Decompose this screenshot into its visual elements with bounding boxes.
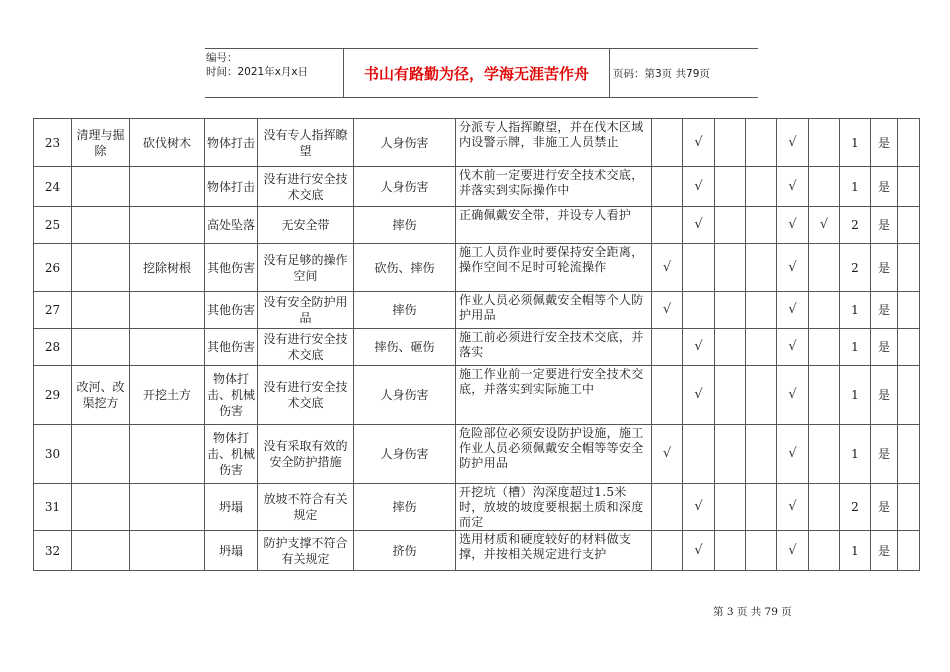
cause-cell: 没有专人指挥瞭望 (258, 119, 354, 167)
consequence-cell: 摔伤 (354, 292, 456, 329)
check-cell (652, 366, 683, 425)
consequence-cell: 挤伤 (354, 531, 456, 571)
check-cell (715, 531, 746, 571)
consequence-cell: 摔伤、砸伤 (354, 329, 456, 366)
check-cell (809, 119, 840, 167)
row-number: 24 (34, 167, 72, 207)
category-cell (72, 244, 130, 292)
check-cell: √ (683, 119, 715, 167)
header-time: 时间：2021年x月x日 (206, 66, 309, 78)
check-cell (683, 292, 715, 329)
check-cell: √ (777, 167, 809, 207)
yes-cell: 是 (871, 244, 898, 292)
level-cell: 1 (840, 292, 871, 329)
check-cell: √ (683, 484, 715, 531)
level-cell: 1 (840, 119, 871, 167)
check-cell (652, 484, 683, 531)
task-cell: 挖除树根 (130, 244, 205, 292)
row-number: 27 (34, 292, 72, 329)
yes-cell: 是 (871, 531, 898, 571)
check-cell (746, 292, 777, 329)
measure-cell: 作业人员必须佩戴安全帽等个人防护用品 (456, 292, 652, 329)
check-cell (746, 531, 777, 571)
task-cell: 砍伐树木 (130, 119, 205, 167)
hazard-type-cell: 物体打击、机械伤害 (205, 366, 258, 425)
hazard-type-cell: 坍塌 (205, 531, 258, 571)
row-number: 25 (34, 207, 72, 244)
blank-cell (898, 207, 920, 244)
check-cell (652, 207, 683, 244)
yes-cell: 是 (871, 292, 898, 329)
cause-cell: 防护支撑不符合有关规定 (258, 531, 354, 571)
category-cell: 改河、改渠挖方 (72, 366, 130, 425)
row-number: 30 (34, 425, 72, 484)
check-cell: √ (683, 167, 715, 207)
check-cell (746, 207, 777, 244)
row-number: 29 (34, 366, 72, 425)
consequence-cell: 摔伤 (354, 207, 456, 244)
check-cell (715, 366, 746, 425)
level-cell: 2 (840, 244, 871, 292)
cause-cell: 放坡不符合有关规定 (258, 484, 354, 531)
check-cell: √ (652, 425, 683, 484)
hazard-type-cell: 高处坠落 (205, 207, 258, 244)
check-cell (715, 329, 746, 366)
check-cell (652, 167, 683, 207)
check-cell: √ (777, 329, 809, 366)
check-cell (809, 484, 840, 531)
hazard-type-cell: 物体打击 (205, 119, 258, 167)
level-cell: 1 (840, 329, 871, 366)
row-number: 28 (34, 329, 72, 366)
header-number: 编号： (206, 52, 238, 64)
consequence-cell: 砍伤、摔伤 (354, 244, 456, 292)
table-row (34, 244, 920, 292)
check-cell: √ (777, 484, 809, 531)
measure-cell: 施工人员作业时要保持安全距离，操作空间不足时可轮流操作 (456, 244, 652, 292)
yes-cell: 是 (871, 119, 898, 167)
consequence-cell: 人身伤害 (354, 425, 456, 484)
check-cell (652, 329, 683, 366)
measure-cell: 开挖坑（槽）沟深度超过1.5米时，放坡的坡度要根据土质和深度而定 (456, 484, 652, 531)
check-cell: √ (777, 292, 809, 329)
consequence-cell: 人身伤害 (354, 366, 456, 425)
check-cell (715, 207, 746, 244)
check-cell (809, 425, 840, 484)
blank-cell (898, 366, 920, 425)
hazard-type-cell: 其他伤害 (205, 244, 258, 292)
level-cell: 1 (840, 366, 871, 425)
check-cell (809, 366, 840, 425)
check-cell (715, 119, 746, 167)
category-cell: 清理与掘除 (72, 119, 130, 167)
check-cell: √ (683, 531, 715, 571)
measure-cell: 施工前必须进行安全技术交底，并落实 (456, 329, 652, 366)
yes-cell: 是 (871, 484, 898, 531)
level-cell: 2 (840, 207, 871, 244)
check-cell: √ (777, 119, 809, 167)
measure-cell: 危险部位必须安设防护设施，施工作业人员必须佩戴安全帽等等安全防护用品 (456, 425, 652, 484)
cause-cell: 没有进行安全技术交底 (258, 329, 354, 366)
check-cell (652, 531, 683, 571)
cause-cell: 没有安全防护用品 (258, 292, 354, 329)
check-cell: √ (683, 329, 715, 366)
task-cell (130, 167, 205, 207)
table-row (34, 119, 920, 167)
check-cell (809, 329, 840, 366)
yes-cell: 是 (871, 167, 898, 207)
level-cell: 2 (840, 484, 871, 531)
check-cell (746, 167, 777, 207)
check-cell (746, 484, 777, 531)
category-cell (72, 207, 130, 244)
table-body (34, 119, 920, 571)
check-cell: √ (777, 366, 809, 425)
level-cell: 1 (840, 167, 871, 207)
task-cell (130, 425, 205, 484)
hazard-type-cell: 其他伤害 (205, 292, 258, 329)
check-cell (746, 425, 777, 484)
category-cell (72, 531, 130, 571)
check-cell (809, 292, 840, 329)
cause-cell: 没有进行安全技术交底 (258, 167, 354, 207)
hazard-type-cell: 坍塌 (205, 484, 258, 531)
cause-cell: 没有进行安全技术交底 (258, 366, 354, 425)
check-cell (715, 244, 746, 292)
check-cell (809, 531, 840, 571)
blank-cell (898, 531, 920, 571)
category-cell (72, 329, 130, 366)
blank-cell (898, 244, 920, 292)
task-cell: 开挖土方 (130, 366, 205, 425)
task-cell (130, 484, 205, 531)
check-cell (683, 244, 715, 292)
check-cell (715, 484, 746, 531)
task-cell (130, 292, 205, 329)
header-motto: 书山有路勤为径，学海无涯苦作舟 (344, 49, 610, 97)
task-cell (130, 531, 205, 571)
check-cell (715, 167, 746, 207)
check-cell (809, 244, 840, 292)
category-cell (72, 167, 130, 207)
hazard-type-cell: 物体打击、机械伤害 (205, 425, 258, 484)
check-cell (683, 425, 715, 484)
yes-cell: 是 (871, 329, 898, 366)
yes-cell: 是 (871, 366, 898, 425)
blank-cell (898, 119, 920, 167)
consequence-cell: 摔伤 (354, 484, 456, 531)
cause-cell: 无安全带 (258, 207, 354, 244)
measure-cell: 选用材质和硬度较好的材料做支撑，并按相关规定进行支护 (456, 531, 652, 571)
header-page-code: 页码：第3页 共79页 (613, 67, 710, 80)
check-cell (746, 366, 777, 425)
category-cell (72, 292, 130, 329)
blank-cell (898, 292, 920, 329)
check-cell: √ (809, 207, 840, 244)
cause-cell: 没有足够的操作空间 (258, 244, 354, 292)
task-cell (130, 329, 205, 366)
table-row (34, 425, 920, 484)
table-row (34, 484, 920, 531)
table-row (34, 292, 920, 329)
measure-cell: 伐木前一定要进行安全技术交底，并落实到实际操作中 (456, 167, 652, 207)
row-number: 26 (34, 244, 72, 292)
row-number: 31 (34, 484, 72, 531)
row-number: 23 (34, 119, 72, 167)
check-cell (746, 119, 777, 167)
measure-cell: 施工作业前一定要进行安全技术交底，并落实到实际施工中 (456, 366, 652, 425)
table-row (34, 366, 920, 425)
row-number: 32 (34, 531, 72, 571)
table-row (34, 167, 920, 207)
check-cell (746, 329, 777, 366)
blank-cell (898, 329, 920, 366)
yes-cell: 是 (871, 425, 898, 484)
level-cell: 1 (840, 531, 871, 571)
category-cell (72, 484, 130, 531)
check-cell: √ (777, 425, 809, 484)
level-cell: 1 (840, 425, 871, 484)
blank-cell (898, 425, 920, 484)
blank-cell (898, 484, 920, 531)
task-cell (130, 207, 205, 244)
table-row (34, 531, 920, 571)
check-cell: √ (652, 292, 683, 329)
page-header (205, 48, 758, 98)
consequence-cell: 人身伤害 (354, 167, 456, 207)
check-cell: √ (683, 207, 715, 244)
header-meta (205, 49, 344, 97)
cause-cell: 没有采取有效的安全防护措施 (258, 425, 354, 484)
measure-cell: 正确佩戴安全带，并设专人看护 (456, 207, 652, 244)
category-cell (72, 425, 130, 484)
check-cell: √ (777, 531, 809, 571)
check-cell (746, 244, 777, 292)
check-cell: √ (777, 244, 809, 292)
check-cell (715, 425, 746, 484)
yes-cell: 是 (871, 207, 898, 244)
blank-cell (898, 167, 920, 207)
check-cell: √ (652, 244, 683, 292)
measure-cell: 分派专人指挥瞭望，并在伐木区域内设警示牌，非施工人员禁止 (456, 119, 652, 167)
hazard-type-cell: 其他伤害 (205, 329, 258, 366)
check-cell (809, 167, 840, 207)
hazard-table (33, 118, 920, 571)
page-footer: 第 3 页 共 79 页 (713, 606, 792, 618)
table-row (34, 207, 920, 244)
check-cell (715, 292, 746, 329)
check-cell (652, 119, 683, 167)
consequence-cell: 人身伤害 (354, 119, 456, 167)
check-cell: √ (777, 207, 809, 244)
hazard-type-cell: 物体打击 (205, 167, 258, 207)
table-row (34, 329, 920, 366)
check-cell: √ (683, 366, 715, 425)
